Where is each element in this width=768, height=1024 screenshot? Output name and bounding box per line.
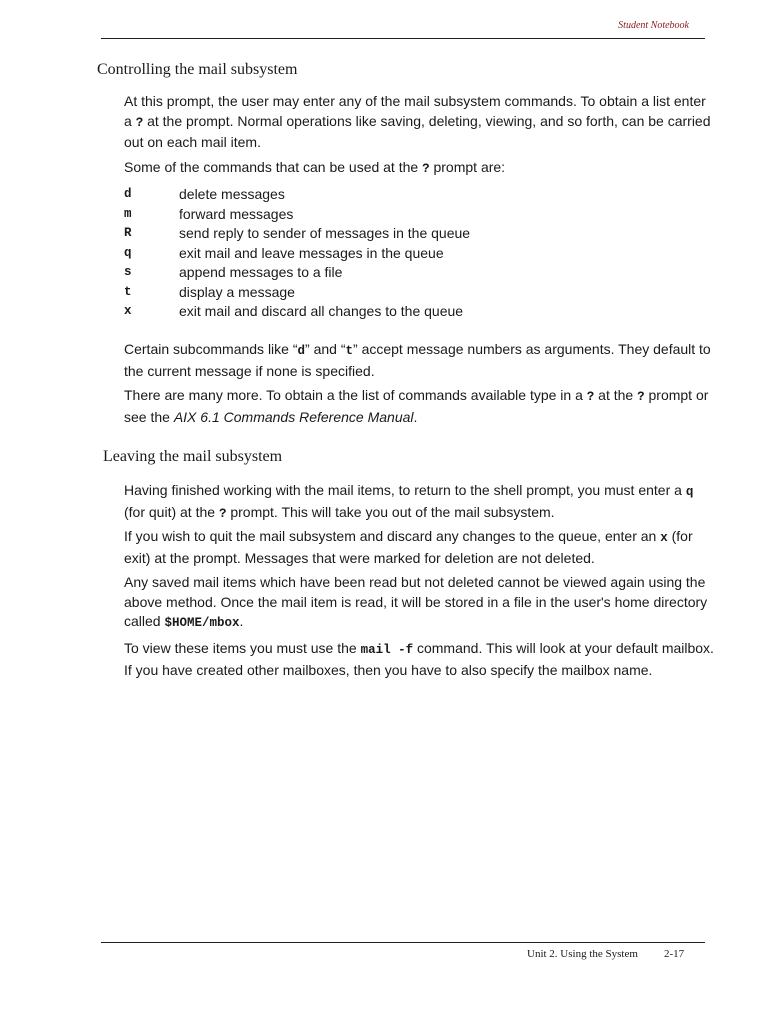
command-description: exit mail and discard all changes to the queue [179, 303, 464, 319]
inline-code: t [345, 344, 354, 358]
command-description: delete messages [179, 186, 285, 202]
command-row [124, 205, 714, 225]
paragraph: To view these items you must use the mail -f command. This will look at your default mailbox. If you have created other mailboxes, then you have to also specify the mailbox name. [124, 640, 714, 678]
inline-code: ? [135, 115, 144, 130]
command-description: send reply to sender of messages in the queue [179, 225, 471, 241]
manual-title: AIX 6.1 Commands Reference Manual [173, 408, 414, 425]
command-row [124, 302, 714, 322]
paragraph: If you wish to quit the mail subsystem and discard any changes to the queue, enter an x (for exit) at the prompt. Messages that were marked for deletion are not deleted. [124, 528, 693, 566]
inline-code: mail -f [360, 643, 414, 657]
inline-code: x [660, 531, 668, 545]
command-key: d [124, 187, 132, 201]
header-label: Student Notebook [618, 20, 689, 31]
inline-code: q [685, 485, 694, 499]
inline-code: $HOME/mbox [164, 616, 240, 631]
section-heading-leaving: Leaving the mail subsystem [103, 448, 283, 465]
footer-rule [101, 942, 705, 943]
command-row [124, 263, 714, 283]
header-rule [101, 38, 705, 39]
command-key: R [124, 226, 132, 240]
command-row [124, 224, 714, 244]
command-description: display a message [179, 283, 295, 300]
command-key: s [124, 265, 132, 279]
paragraph: Certain subcommands like “d” and “t” accept message numbers as arguments. They default to the current message if none is specified. [124, 341, 711, 379]
command-row [124, 283, 714, 303]
paragraph: Any saved mail items which have been read but not deleted cannot be viewed again using the above method. Once the mail item is read, it will be stored in a file in the user's home directory called $HOME/mbox. [124, 574, 708, 631]
footer-page-number: 2-17 [664, 948, 685, 960]
command-key: q [124, 245, 132, 260]
command-list [124, 185, 714, 322]
inline-code: ? [586, 390, 595, 404]
command-description: forward messages [179, 205, 294, 222]
command-row [124, 185, 714, 205]
command-key: m [124, 206, 132, 221]
command-key: t [124, 284, 132, 299]
command-row [124, 244, 714, 264]
command-description: exit mail and leave messages in the queue [179, 244, 444, 261]
inline-code: ? [218, 506, 227, 521]
inline-code: d [297, 344, 306, 358]
paragraph: At this prompt, the user may enter any of the mail subsystem commands. To obtain a list enter a ? at the prompt. Normal operations like saving, deleting, viewing, and so forth, can be carried out on each mail item. [124, 93, 711, 151]
paragraph: There are many more. To obtain a the list of commands available type in a ? at the ? prompt or see the AIX 6.1 Commands Reference Manual. [124, 387, 709, 425]
section-heading-controlling: Controlling the mail subsystem [97, 61, 298, 78]
paragraph: Having finished working with the mail items, to return to the shell prompt, you must enter a q (for quit) at the ? prompt. This will take you out of the mail subsystem. [124, 482, 694, 521]
paragraph: Some of the commands that can be used at the ? prompt are: [124, 159, 506, 176]
inline-code: ? [422, 162, 430, 176]
command-key: x [124, 304, 132, 318]
footer-unit-label: Unit 2. Using the System [527, 948, 638, 960]
inline-code: ? [637, 390, 645, 404]
command-description: append messages to a file [179, 264, 343, 280]
